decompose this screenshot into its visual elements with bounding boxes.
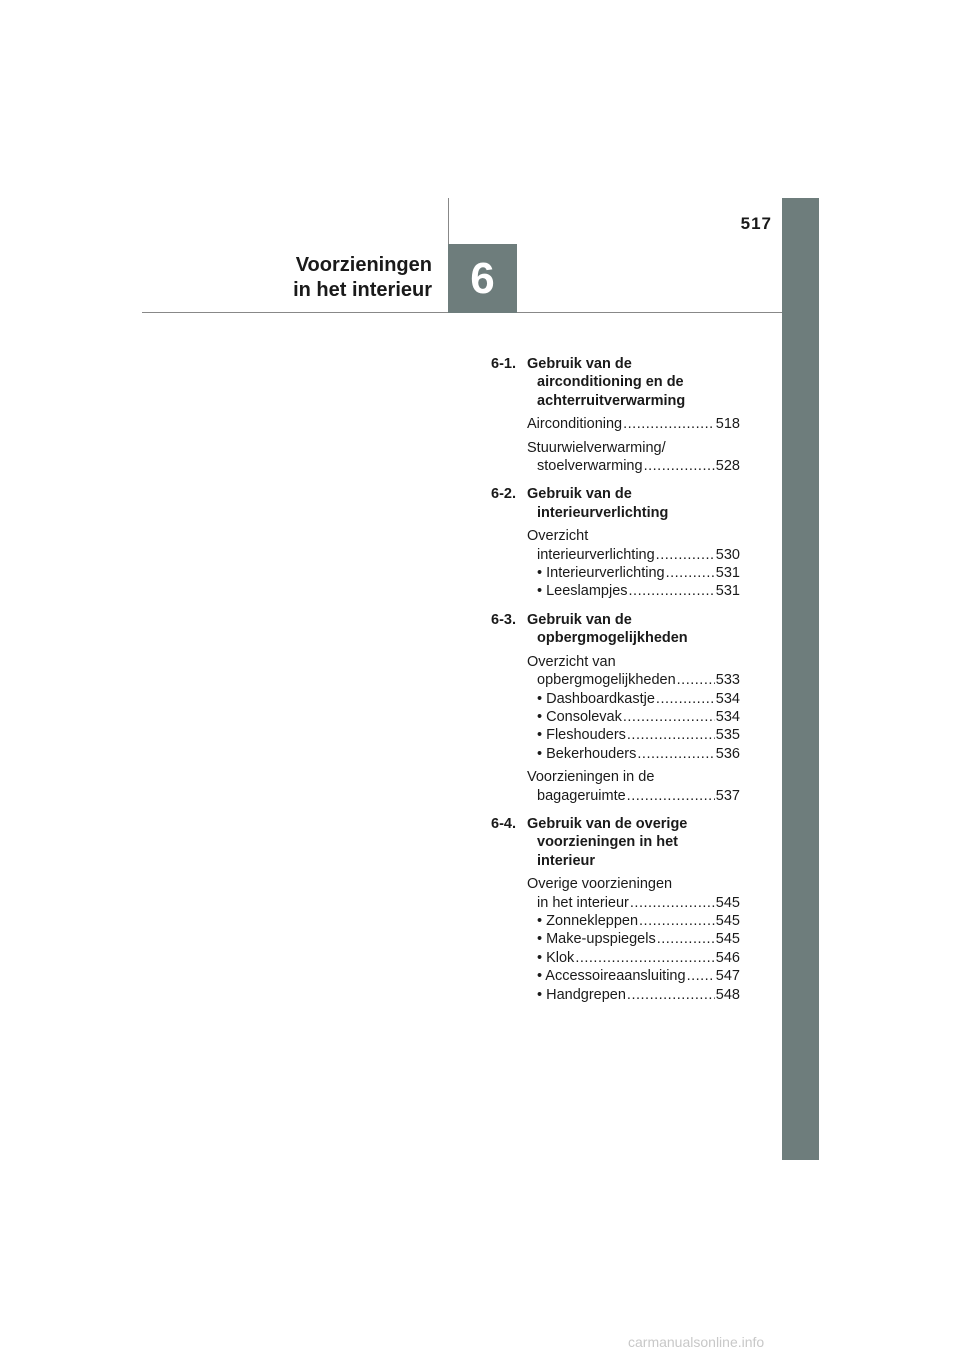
subentry-page-number: 531: [715, 565, 740, 582]
dot-leader: [575, 949, 714, 967]
subentry-page-number: 535: [715, 727, 740, 744]
subentry-title: • Make-upspiegels: [537, 931, 656, 948]
section-title-line: airconditioning en de: [537, 374, 684, 391]
section-title-line: opbergmogelijkheden: [537, 630, 688, 647]
dot-leader: [677, 671, 715, 689]
section-entries: [491, 527, 740, 601]
dot-leader: [657, 930, 715, 948]
toc-section: [491, 485, 740, 600]
subentry-title: • Consolevak: [537, 708, 622, 725]
toc-subentry[interactable]: [527, 745, 740, 763]
subentry-page-number: 547: [715, 968, 740, 985]
subentry-title: • Zonnekleppen: [537, 912, 639, 929]
subentry-page-number: 545: [715, 931, 740, 948]
section-number: 6-1.: [491, 356, 516, 372]
entry-leader-row: [527, 894, 740, 912]
dot-leader: [639, 912, 715, 930]
subentry-page-number: 546: [715, 949, 740, 966]
section-title-line: Gebruik van de: [527, 611, 632, 628]
toc-section: [491, 355, 740, 475]
toc-subentry[interactable]: [527, 726, 740, 744]
section-heading[interactable]: [491, 485, 740, 522]
section-entries: [491, 875, 740, 1004]
subentry-title: • Leeslampjes: [537, 583, 628, 600]
toc-entry[interactable]: [527, 653, 740, 763]
chapter-number-box: 6: [448, 244, 517, 313]
toc-subentry[interactable]: [527, 986, 740, 1004]
toc-subentry[interactable]: [527, 949, 740, 967]
dot-leader: [656, 690, 715, 708]
entry-page-number: 545: [715, 894, 740, 911]
subentry-title: • Accessoireaansluiting: [537, 968, 686, 985]
section-heading[interactable]: [491, 815, 740, 870]
dot-leader: [627, 986, 715, 1004]
toc-entry[interactable]: [527, 768, 740, 805]
page-number: 517: [740, 214, 772, 233]
entry-title: bagageruimte: [537, 787, 626, 804]
entry-title: stoelverwarming: [537, 458, 643, 475]
section-heading[interactable]: [491, 611, 740, 648]
entry-title: Airconditioning: [527, 416, 623, 433]
entry-title: interieurverlichting: [537, 546, 655, 563]
section-title-line: interieurverlichting: [537, 504, 669, 521]
toc-subentry[interactable]: [527, 912, 740, 930]
dot-leader: [644, 457, 715, 475]
dot-leader: [656, 546, 715, 564]
section-title-line: Gebruik van de overige: [527, 815, 688, 832]
subentry-page-number: 548: [715, 986, 740, 1003]
toc-section: [491, 815, 740, 1004]
dot-leader: [666, 564, 715, 582]
subentry-title: • Fleshouders: [537, 727, 626, 744]
subentry-page-number: 534: [715, 690, 740, 707]
subentry-page-number: 531: [715, 583, 740, 600]
dot-leader: [687, 967, 715, 985]
chapter-side-tab: [782, 198, 819, 1160]
toc-entry[interactable]: [527, 527, 740, 601]
entry-page-number: 518: [715, 416, 740, 433]
dot-leader: [627, 787, 715, 805]
toc-entry[interactable]: [527, 439, 740, 476]
section-number: 6-3.: [491, 611, 516, 628]
section-title-line: achterruitverwarming: [537, 392, 686, 409]
subentry-title: • Klok: [537, 949, 575, 966]
entry-leader-row: [527, 415, 740, 433]
entry-title-line: Stuurwielverwarming/: [527, 439, 666, 456]
entry-leader-row: [527, 546, 740, 564]
entry-title-line: Overzicht van: [527, 653, 616, 670]
subentry-page-number: 536: [715, 745, 740, 762]
entry-page-number: 537: [715, 787, 740, 804]
table-of-contents: [491, 355, 740, 1014]
section-number: 6-4.: [491, 815, 516, 832]
section-title-line: Gebruik van de: [527, 356, 632, 372]
toc-entry[interactable]: [527, 875, 740, 1004]
dot-leader: [629, 582, 715, 600]
section-number: 6-2.: [491, 486, 516, 503]
section-title: [527, 485, 740, 522]
section-entries: [491, 415, 740, 475]
toc-subentry[interactable]: [527, 708, 740, 726]
toc-subentry[interactable]: [527, 564, 740, 582]
section-title-line: Gebruik van de: [527, 486, 632, 503]
entry-leader-row: [527, 787, 740, 805]
section-heading[interactable]: [491, 355, 740, 410]
entry-page-number: 530: [715, 546, 740, 563]
entry-title: in het interieur: [537, 894, 629, 911]
dot-leader: [627, 726, 715, 744]
dot-leader: [623, 708, 715, 726]
section-title: [527, 611, 740, 648]
toc-subentry[interactable]: [527, 582, 740, 600]
subentry-page-number: 534: [715, 708, 740, 725]
section-title-line: interieur: [537, 852, 596, 869]
subentry-title: • Interieurverlichting: [537, 565, 665, 582]
entry-title-line: Voorzieningen in de: [527, 769, 655, 786]
header-vertical-rule: [448, 198, 449, 244]
entry-title-line: Overige voorzieningen: [527, 876, 673, 893]
toc-subentry[interactable]: [527, 690, 740, 708]
toc-entry[interactable]: [527, 415, 740, 433]
dot-leader: [630, 894, 715, 912]
chapter-title-line2: in het interieur: [293, 279, 432, 301]
section-entries: [491, 653, 740, 805]
section-title: [527, 355, 740, 410]
entry-title-line: Overzicht: [527, 528, 589, 545]
entry-page-number: 528: [715, 458, 740, 475]
subentry-title: • Dashboardkastje: [537, 690, 655, 707]
watermark: carmanualsonline.info: [628, 1334, 765, 1350]
entry-leader-row: [527, 457, 740, 475]
entry-page-number: 533: [715, 672, 740, 689]
toc-subentry[interactable]: [527, 967, 740, 985]
section-title-line: voorzieningen in het: [537, 834, 678, 851]
toc-section: [491, 611, 740, 805]
entry-leader-row: [527, 671, 740, 689]
toc-subentry[interactable]: [527, 930, 740, 948]
dot-leader: [637, 745, 714, 763]
dot-leader: [623, 415, 715, 433]
chapter-title-line1: Voorzieningen: [295, 254, 432, 276]
entry-title: opbergmogelijkheden: [537, 672, 676, 689]
subentry-page-number: 545: [715, 912, 740, 929]
chapter-title: [250, 253, 432, 303]
subentry-title: • Bekerhouders: [537, 745, 637, 762]
subentry-title: • Handgrepen: [537, 986, 626, 1003]
section-title: [527, 815, 740, 870]
